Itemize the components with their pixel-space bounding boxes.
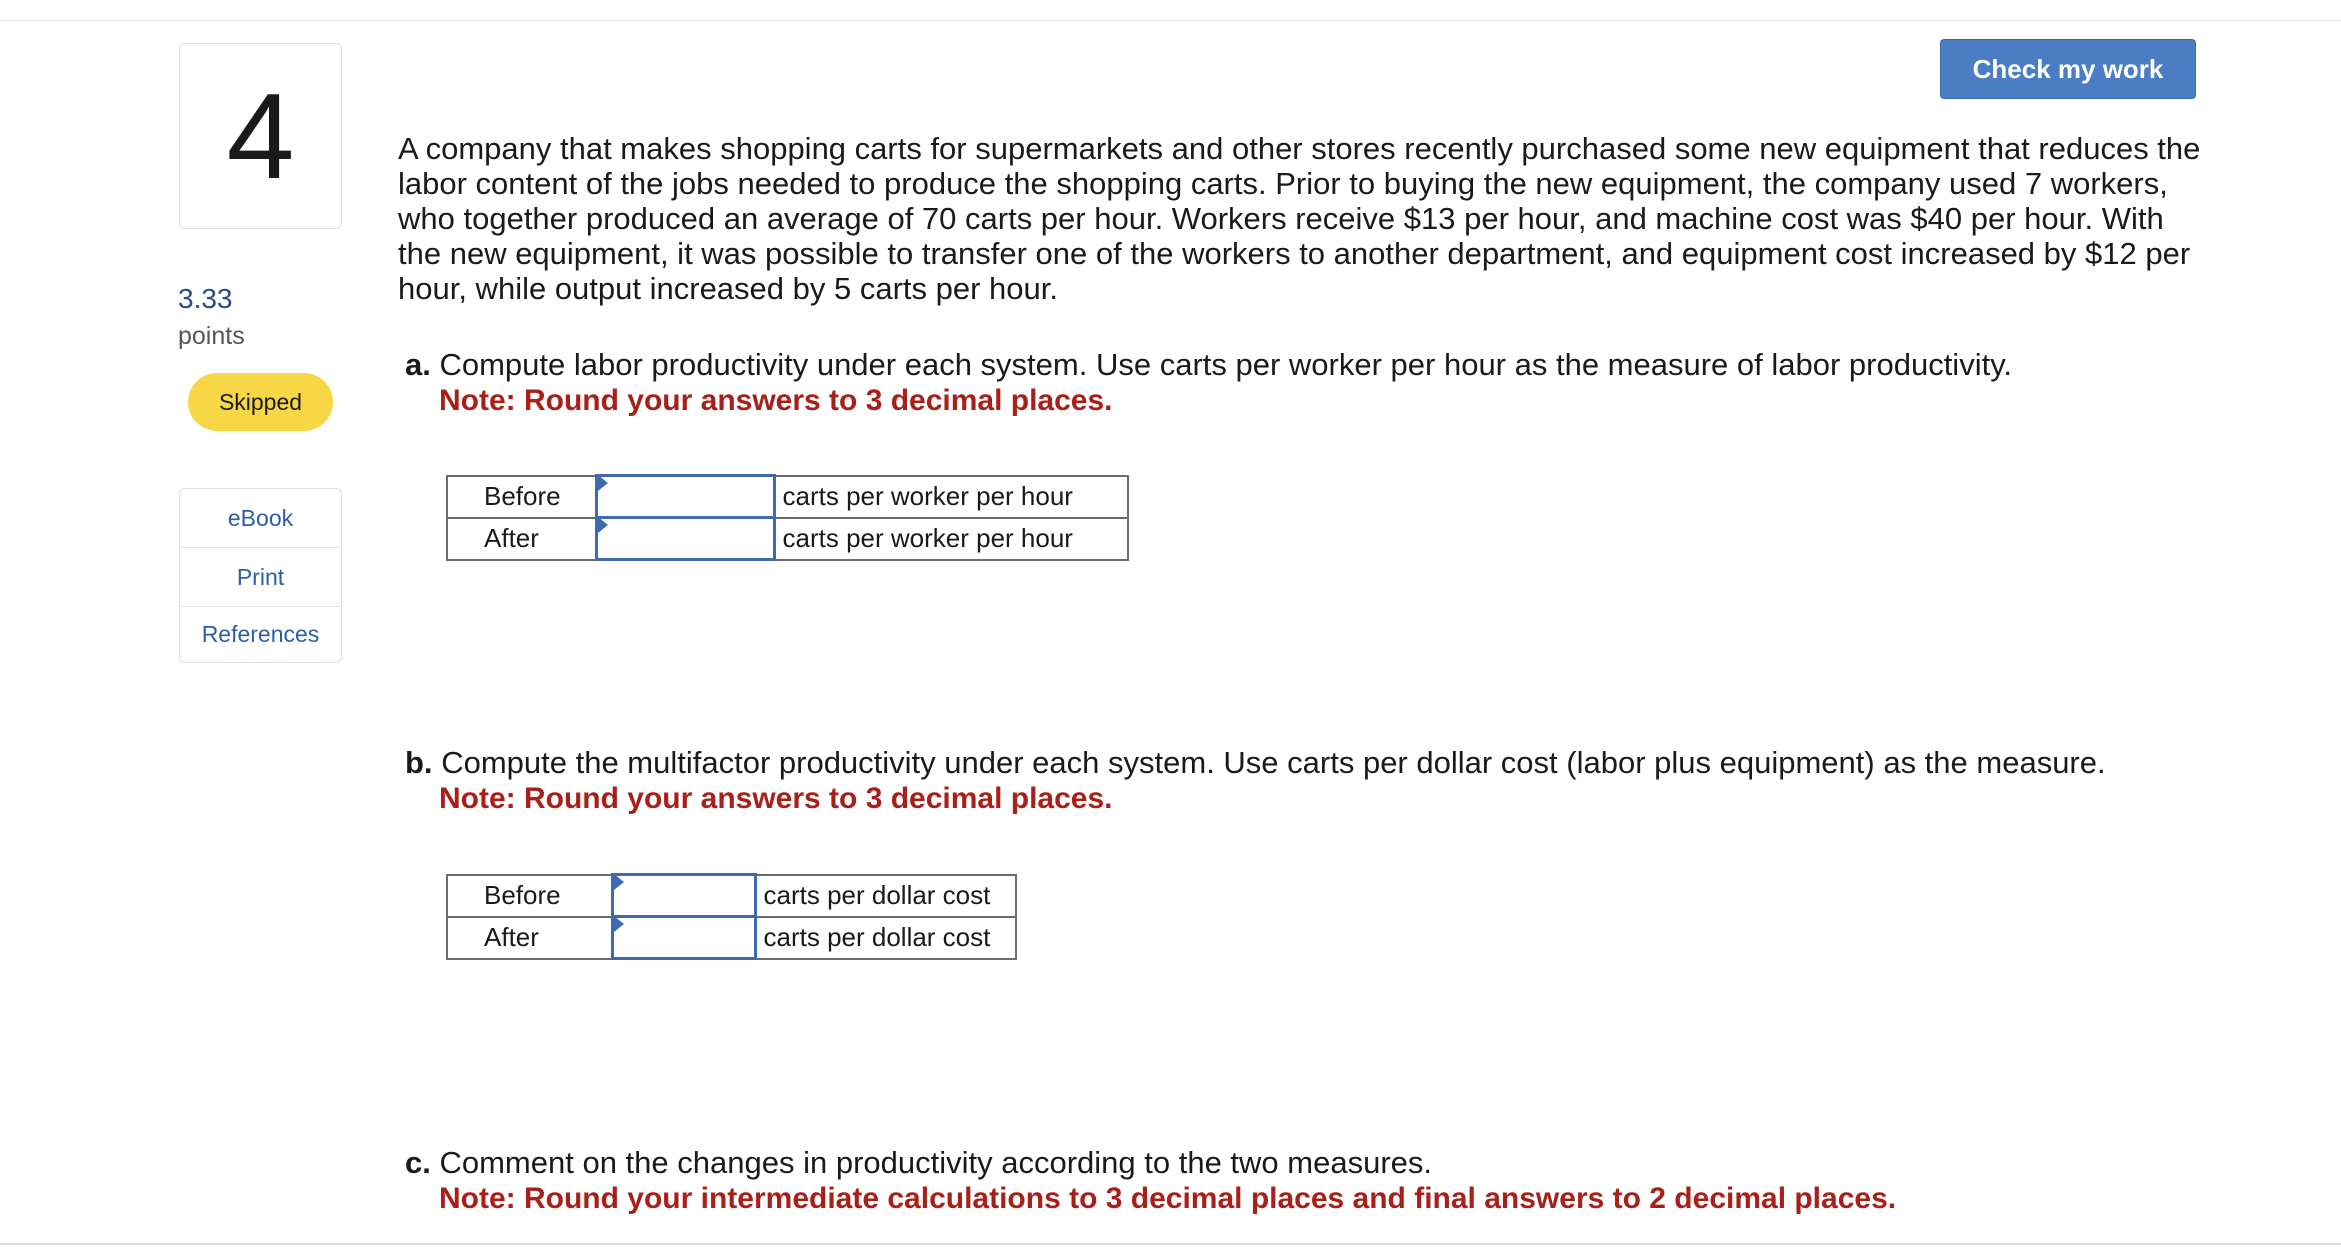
- unit-label: carts per worker per hour: [774, 518, 1128, 560]
- part-b-note: Note: Round your answers to 3 decimal places.: [439, 782, 1113, 815]
- labor-productivity-after-input[interactable]: [598, 519, 773, 558]
- part-b-letter: b.: [405, 745, 433, 780]
- row-label-before: Before: [447, 476, 596, 518]
- part-b: [405, 745, 2205, 817]
- part-a-text: Compute labor productivity under each system. Use carts per worker per hour as the measure of labor productivity.: [439, 347, 2013, 382]
- answer-cell: [596, 518, 774, 560]
- answer-cell: [612, 875, 755, 917]
- multifactor-productivity-before-input[interactable]: [614, 876, 754, 915]
- part-a: [405, 347, 2205, 419]
- table-row: [447, 917, 1016, 959]
- answer-cell: [596, 476, 774, 518]
- labor-productivity-before-input[interactable]: [598, 477, 773, 516]
- unit-label: carts per worker per hour: [774, 476, 1128, 518]
- references-link[interactable]: References: [201, 621, 320, 647]
- part-a-letter: a.: [405, 347, 431, 382]
- resources-panel: [179, 488, 342, 663]
- part-c-letter: c.: [405, 1145, 431, 1180]
- points-value: 3.33: [178, 283, 233, 314]
- question-number: 4: [226, 68, 295, 204]
- bottom-divider: [0, 1243, 2341, 1245]
- flag-icon: [614, 916, 624, 932]
- unit-label: carts per dollar cost: [755, 875, 1016, 917]
- question-stem: A company that makes shopping carts for supermarkets and other stores recently purchased some new equipment that reduces the labor content of the jobs needed to produce the shopping carts. Prior to buying the new equipment, the company used 7 workers, who together produced an average of 70 carts per hour. Workers receive $13 per hour, and machine cost was $40 per hour. With the new equipment, it was possible to transfer one of the workers to another department, and equipment cost increased by $12 per hour, while output increased by 5 carts per hour.: [398, 131, 2201, 306]
- points-label: points: [178, 322, 245, 350]
- table-row: [447, 518, 1128, 560]
- part-a-note: Note: Round your answers to 3 decimal places.: [439, 384, 1113, 417]
- flag-icon: [598, 475, 608, 491]
- part-b-answer-table: [446, 873, 1017, 960]
- part-c: [405, 1145, 2205, 1217]
- top-divider: [0, 20, 2341, 21]
- check-my-work-button[interactable]: Check my work: [1940, 39, 2196, 99]
- ebook-link[interactable]: eBook: [180, 489, 341, 548]
- unit-label: carts per dollar cost: [755, 917, 1016, 959]
- part-c-text: Comment on the changes in productivity according to the two measures.: [439, 1145, 1432, 1180]
- flag-icon: [598, 517, 608, 533]
- part-a-answer-table: [446, 474, 1129, 561]
- flag-icon: [614, 874, 624, 890]
- row-label-before: Before: [447, 875, 612, 917]
- multifactor-productivity-after-input[interactable]: [614, 918, 754, 957]
- row-label-after: After: [447, 917, 612, 959]
- table-row: [447, 476, 1128, 518]
- question-number-box: [179, 43, 342, 229]
- row-label-after: After: [447, 518, 596, 560]
- status-badge: Skipped: [188, 373, 333, 431]
- print-link[interactable]: Print: [180, 548, 341, 607]
- answer-cell: [612, 917, 755, 959]
- part-c-note: Note: Round your intermediate calculations to 3 decimal places and final answers to 2 decimal places.: [439, 1182, 1897, 1215]
- table-row: [447, 875, 1016, 917]
- part-b-text: Compute the multifactor productivity under each system. Use carts per dollar cost (labor plus equipment) as the measure.: [441, 745, 2106, 780]
